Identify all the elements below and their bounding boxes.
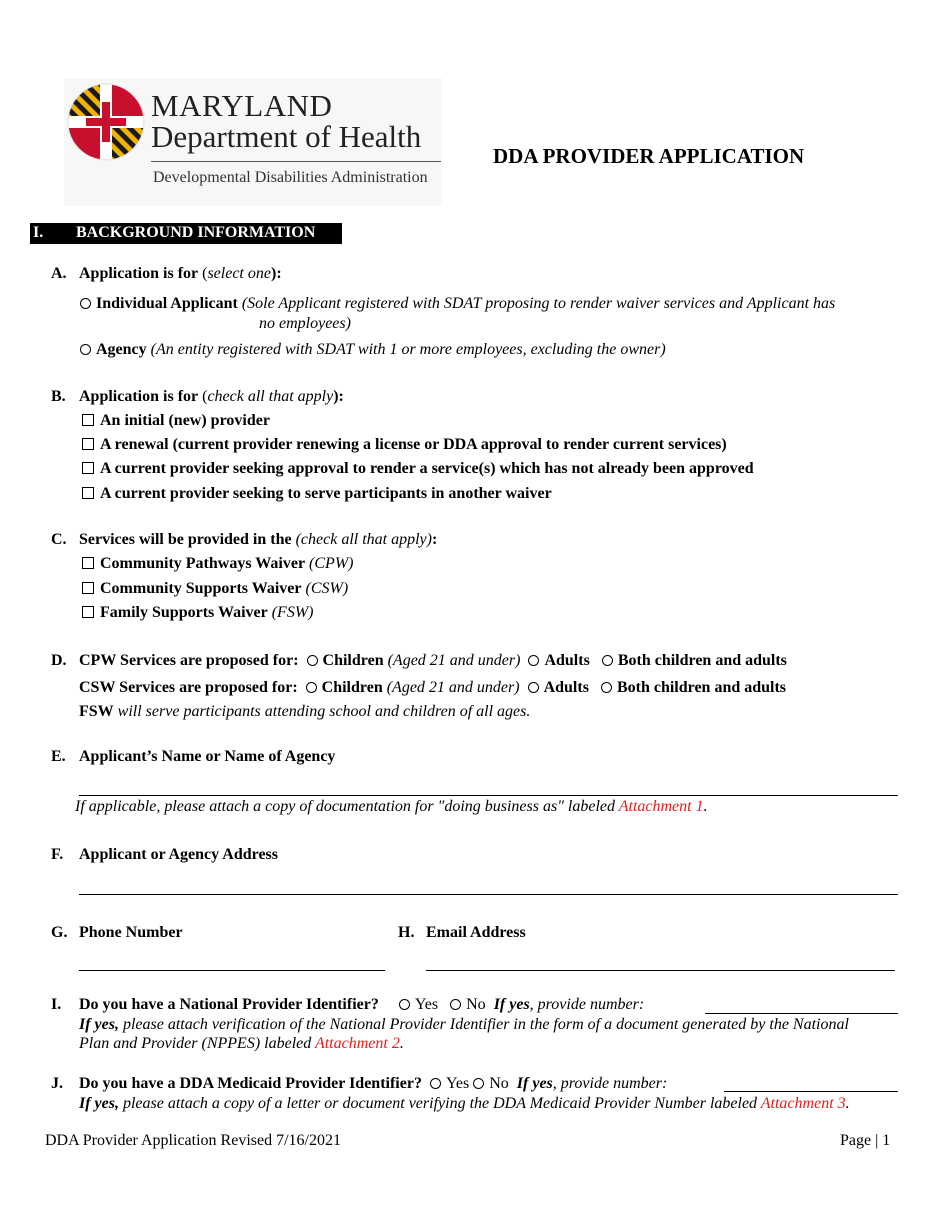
csw-both-radio[interactable]: [601, 682, 612, 693]
new-service-checkbox[interactable]: [82, 462, 94, 474]
phone-field[interactable]: [79, 970, 385, 971]
footer-revision: DDA Provider Application Revised 7/16/2021: [45, 1132, 341, 1149]
another-waiver-checkbox[interactable]: [82, 487, 94, 499]
individual-radio[interactable]: [80, 298, 91, 309]
medicaid-yes-radio[interactable]: [430, 1078, 441, 1089]
applicant-name-field[interactable]: [79, 795, 898, 796]
item-letter-g: G.: [51, 924, 68, 941]
checkbox-csw[interactable]: Community Supports Waiver (CSW): [82, 580, 348, 598]
document-title: DDA PROVIDER APPLICATION: [493, 144, 805, 168]
item-letter-i: I.: [51, 996, 62, 1013]
maryland-health-logo: [64, 78, 442, 206]
option-individual-applicant[interactable]: Individual Applicant (Sole Applicant registered with SDAT proposing to render waiver services and Applicant has: [80, 295, 835, 313]
phone-label: Phone Number: [79, 924, 183, 941]
csw-checkbox[interactable]: [82, 582, 94, 594]
cpw-adults-radio[interactable]: [528, 655, 539, 666]
item-letter-a: A.: [51, 265, 67, 282]
item-letter-f: F.: [51, 846, 64, 863]
medicaid-no-radio[interactable]: [473, 1078, 484, 1089]
renewal-checkbox[interactable]: [82, 438, 94, 450]
initial-checkbox[interactable]: [82, 414, 94, 426]
medicaid-note: If yes, please attach a copy of a letter or document verifying the DDA Medicaid Provider Number labeled Attachment 3.: [79, 1095, 850, 1112]
item-letter-b: B.: [51, 388, 66, 405]
csw-children-radio[interactable]: [306, 682, 317, 693]
section-number: I.: [33, 224, 44, 241]
npi-number-field[interactable]: [705, 1013, 898, 1014]
question-b: Application is for (check all that apply):: [79, 388, 344, 405]
checkbox-another-waiver[interactable]: A current provider seeking to serve participants in another waiver: [82, 485, 552, 503]
npi-note-line1: If yes, please attach verification of the National Provider Identifier in the form of a document generated by the National: [79, 1016, 849, 1033]
npi-question-row: Do you have a National Provider Identifier? Yes No If yes, provide number:: [79, 996, 645, 1013]
npi-note-line2: Plan and Provider (NPPES) labeled Attachment 2.: [79, 1035, 404, 1052]
logo-subtitle: Department of Health: [151, 119, 422, 154]
address-label: Applicant or Agency Address: [79, 846, 278, 863]
fsw-note: FSW will serve participants attending school and children of all ages.: [79, 703, 531, 720]
npi-no-radio[interactable]: [450, 999, 461, 1010]
logo-divider: [151, 161, 441, 162]
option-agency[interactable]: Agency (An entity registered with SDAT with 1 or more employees, excluding the owner): [80, 341, 666, 359]
option-individual-desc-cont: no employees): [259, 315, 351, 332]
logo-admin-name: Developmental Disabilities Administration: [153, 169, 428, 186]
csw-adults-radio[interactable]: [528, 682, 539, 693]
checkbox-new-service[interactable]: A current provider seeking approval to render a service(s) which has not already been approved: [82, 460, 754, 478]
attachment-3-link: Attachment 3: [760, 1095, 846, 1112]
item-letter-c: C.: [51, 531, 67, 548]
agency-radio[interactable]: [80, 344, 91, 355]
npi-yes-radio[interactable]: [399, 999, 410, 1010]
question-c: Services will be provided in the (check all that apply):: [79, 531, 438, 548]
cpw-both-radio[interactable]: [602, 655, 613, 666]
medicaid-question-row: Do you have a DDA Medicaid Provider Identifier? Yes No If yes, provide number:: [79, 1075, 668, 1092]
checkbox-initial-provider[interactable]: An initial (new) provider: [82, 412, 270, 430]
email-label: Email Address: [426, 924, 526, 941]
page-number: Page | 1: [840, 1132, 891, 1149]
logo-title: MARYLAND: [151, 88, 333, 123]
csw-services-row: CSW Services are proposed for: Children (Aged 21 and under) Adults Both children and adults: [79, 679, 787, 696]
cpw-checkbox[interactable]: [82, 557, 94, 569]
attachment-2-link: Attachment 2: [314, 1035, 400, 1052]
attachment-1-link: Attachment 1: [618, 798, 704, 815]
section-title: BACKGROUND INFORMATION: [76, 224, 316, 241]
item-letter-j: J.: [51, 1075, 63, 1092]
applicant-name-label: Applicant’s Name or Name of Agency: [79, 748, 336, 765]
dba-note: If applicable, please attach a copy of documentation for "doing business as" labeled Attachment 1.: [75, 798, 708, 815]
address-field[interactable]: [79, 894, 898, 895]
section-header: [30, 223, 342, 244]
fsw-checkbox[interactable]: [82, 606, 94, 618]
item-letter-e: E.: [51, 748, 66, 765]
checkbox-fsw[interactable]: Family Supports Waiver (FSW): [82, 604, 313, 622]
checkbox-cpw[interactable]: Community Pathways Waiver (CPW): [82, 555, 353, 573]
item-letter-h: H.: [398, 924, 415, 941]
question-a: Application is for (select one):: [79, 265, 282, 282]
cpw-services-row: CPW Services are proposed for: Children (Aged 21 and under) Adults Both children and adults: [79, 652, 787, 669]
cpw-children-radio[interactable]: [307, 655, 318, 666]
item-letter-d: D.: [51, 652, 67, 669]
email-field[interactable]: [426, 970, 895, 971]
medicaid-number-field[interactable]: [724, 1091, 898, 1092]
checkbox-renewal[interactable]: A renewal (current provider renewing a license or DDA approval to render current services): [82, 436, 727, 454]
